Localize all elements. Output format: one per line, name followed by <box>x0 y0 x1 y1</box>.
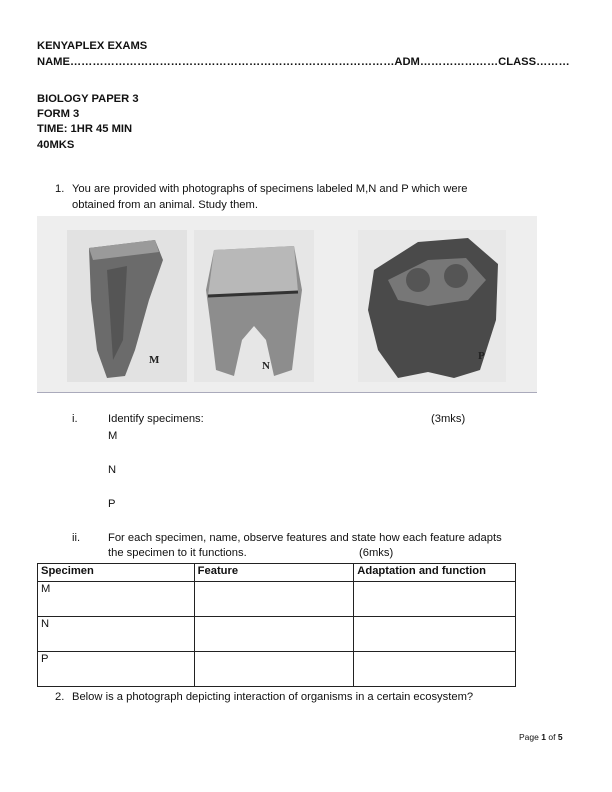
table-row <box>38 617 516 652</box>
photo-label-n: N <box>262 360 270 372</box>
part-i-text: Identify specimens: <box>108 413 204 425</box>
specimen-n-image <box>194 230 314 382</box>
specimen-m-image <box>67 230 187 382</box>
footer-of-word: of <box>548 732 556 742</box>
time-label: TIME: 1HR 45 MIN <box>37 123 133 135</box>
part-ii-text-line1: For each specimen, name, observe features and state how each feature adapts <box>108 532 502 544</box>
table-row <box>38 582 516 617</box>
footer-total-pages: 5 <box>557 732 563 742</box>
table-cell-adaptation[interactable] <box>354 652 516 687</box>
part-i-marks: (3mks) <box>431 413 466 425</box>
table-cell-feature[interactable] <box>194 582 354 617</box>
table-header-specimen: Specimen <box>38 564 195 582</box>
table-cell-adaptation[interactable] <box>354 582 516 617</box>
q1-number: 1. <box>55 183 65 195</box>
marks-label: 40MKS <box>37 139 75 151</box>
q2-number: 2. <box>55 691 65 703</box>
photo-label-m: M <box>149 354 160 366</box>
identify-item-m: M <box>108 430 118 442</box>
identify-item-n: N <box>108 464 117 476</box>
footer-page-number: 1 <box>541 732 546 742</box>
part-i-roman: i. <box>72 413 78 425</box>
table-cell-specimen: N <box>38 617 195 652</box>
specimen-feature-table <box>37 563 516 687</box>
identify-item-p: P <box>108 498 116 510</box>
part-ii-roman: ii. <box>72 532 81 544</box>
table-cell-feature[interactable] <box>194 617 354 652</box>
photo-label-p: P <box>478 350 485 362</box>
table-cell-feature[interactable] <box>194 652 354 687</box>
table-cell-adaptation[interactable] <box>354 617 516 652</box>
table-row <box>38 652 516 687</box>
q1-text-line1: You are provided with photographs of specimens labeled M,N and P which were <box>72 183 468 195</box>
page-footer <box>519 732 563 742</box>
paper-title: BIOLOGY PAPER 3 <box>37 93 139 105</box>
specimens-photograph <box>37 216 537 393</box>
part-ii-text-line2: the specimen to it functions. <box>108 547 247 559</box>
form-label: FORM 3 <box>37 108 80 120</box>
q1-text-line2: obtained from an animal. Study them. <box>72 199 258 211</box>
table-header-row <box>38 564 516 582</box>
name-adm-class-line: NAME……………………………………………………………………………ADM…………………CLASS……… <box>37 56 570 68</box>
specimen-p-image <box>358 230 506 382</box>
table-cell-specimen: M <box>38 582 195 617</box>
exam-title: KENYAPLEX EXAMS <box>37 40 148 52</box>
q2-text: Below is a photograph depicting interaction of organisms in a certain ecosystem? <box>72 691 474 703</box>
table-header-adaptation: Adaptation and function <box>354 564 516 582</box>
part-ii-marks: (6mks) <box>359 547 394 559</box>
table-header-feature: Feature <box>194 564 354 582</box>
footer-page-word: Page <box>519 732 539 742</box>
table-cell-specimen: P <box>38 652 195 687</box>
